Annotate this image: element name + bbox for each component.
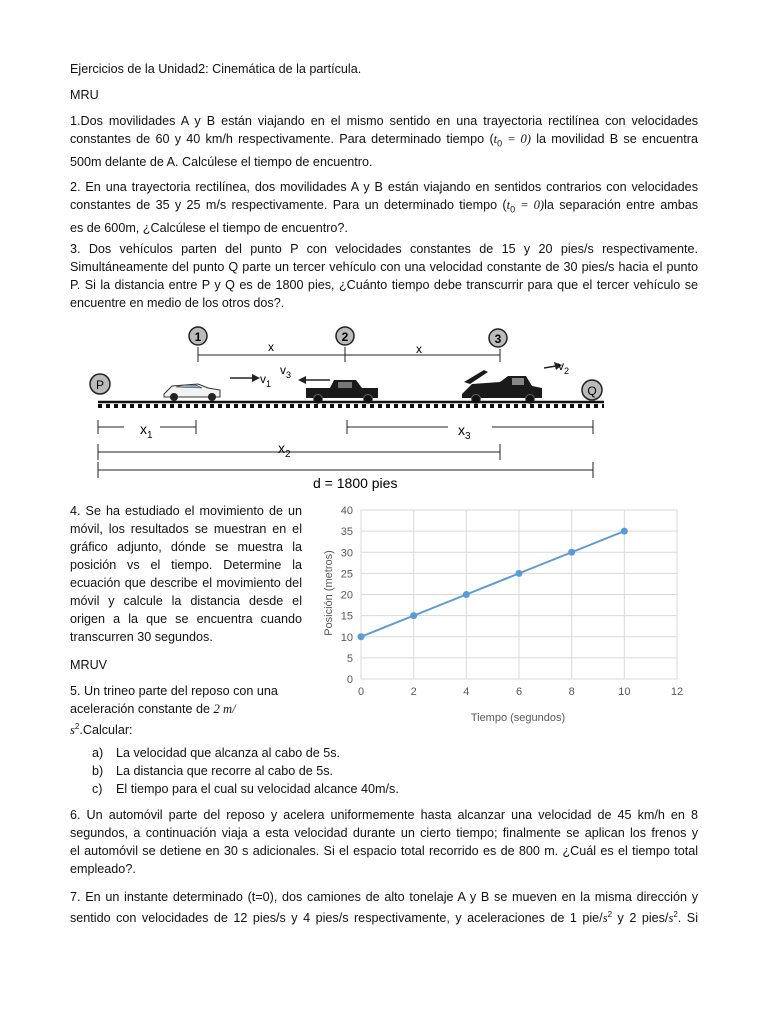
ex4-line: origen a la que se encuentra cuando — [70, 612, 302, 626]
exercise-1 — [70, 112, 698, 171]
ex1-line: constantes de 60 y 40 km/h respectivamente. Para determinado tiempo $(t_0 = 0)$ la movilidad B se encuentra — [70, 132, 698, 149]
position-time-chart — [318, 500, 702, 732]
ex4-line: ecuación que describe el movimiento del — [70, 576, 302, 590]
point-P — [90, 374, 110, 394]
ex4-line: gráfico adjunto, dónde se muestra la — [70, 540, 302, 554]
ex2-line: 2. En una trayectoria rectilínea, dos movilidades A y B están viajando en sentidos contrarios con velocidades — [70, 180, 698, 194]
y-tick-label: 30 — [340, 547, 353, 560]
exercise-3 — [70, 240, 698, 312]
y-tick-label: 35 — [340, 526, 353, 539]
y-tick-label: 0 — [346, 674, 353, 686]
x-tick-label: 4 — [463, 686, 470, 698]
x3-label: $x_3$ — [458, 422, 471, 442]
svg-text:2: 2 — [341, 330, 349, 344]
data-point — [516, 570, 523, 577]
marker-2 — [336, 327, 354, 345]
series-line — [361, 531, 624, 637]
x-tick-label: 2 — [410, 686, 417, 698]
x-label: x — [416, 342, 422, 356]
ex6-line: el automóvil se detiene en 30 s adicionales. Si el espacio total recorrido es de 800 m. ¿Cuál es el tiempo total — [70, 844, 698, 858]
y-tick-label: 40 — [340, 505, 353, 517]
y-tick-labels — [341, 505, 353, 686]
exercise-2 — [70, 178, 698, 237]
v1-label: $v_1$ — [260, 372, 272, 389]
ex6-line: empleado?. — [70, 862, 136, 876]
marker-3 — [489, 329, 507, 347]
ex3-line: encuentre en medio de los otros dos?. — [70, 296, 285, 310]
ex5-line: aceleración constante de 2 m/ — [70, 702, 236, 716]
ex7-line: sentido con velocidades de 12 pies/s y 4 pies/s respectivamente, y aceleraciones de 1 pie/$s^2$ y 2 pies/$s^2$. Si — [70, 910, 698, 926]
x-axis-label: Tiempo (segundos) — [470, 712, 566, 724]
ex5-line: $s^2.Calcular$: — [70, 722, 133, 738]
x-label: x — [268, 340, 274, 354]
road — [98, 402, 604, 406]
v2-label: $v_2$ — [558, 359, 570, 376]
svg-text:1: 1 — [194, 330, 202, 344]
x-tick-labels — [358, 686, 683, 698]
section-mruv-heading: MRUV — [70, 658, 108, 672]
marker-1 — [189, 327, 207, 345]
svg-text:P: P — [95, 378, 105, 392]
data-point — [410, 612, 417, 619]
point-Q — [582, 380, 602, 400]
ex4-line: transcurren 30 segundos. — [70, 630, 213, 644]
y-tick-label: 25 — [340, 568, 353, 581]
data-point — [621, 528, 628, 535]
ex2-line: constantes de 35 y 25 m/s respectivamente. Para un determinado tiempo $(t_0 = 0)la$ separación entre ambas — [70, 198, 699, 215]
car-1-icon — [164, 384, 220, 401]
ex3-line: 3. Dos vehículos parten del punto P con velocidades constantes de 15 y 20 pies/s respectivamente. — [70, 242, 698, 256]
v3-label: $v_3$ — [280, 363, 292, 380]
list-item: b) La distancia que recorre al cabo de 5s. — [92, 764, 334, 778]
y-tick-label: 10 — [340, 631, 353, 644]
y-tick-label: 15 — [340, 610, 353, 623]
ex2-line: es de 600m, ¿Calcúlese el tiempo de encuentro?. — [70, 220, 348, 235]
y-axis-label: Posición (metros) — [323, 550, 335, 636]
ex5-line: 5. Un trineo parte del reposo con una — [70, 684, 278, 698]
svg-text:3: 3 — [494, 332, 502, 346]
chart-grid — [361, 510, 677, 679]
x-tick-label: 0 — [357, 686, 365, 698]
ex4-line: posición vs el tiempo. Determine la — [70, 558, 302, 572]
exercise-6 — [70, 806, 698, 878]
car-2-icon — [462, 370, 542, 404]
x-tick-label: 8 — [568, 686, 575, 698]
exercise-5 — [70, 682, 302, 739]
ex4-line: 4. Se ha estudiado el movimiento de un — [70, 504, 302, 518]
exercise-7 — [70, 888, 698, 927]
list-item: a) La velocidad que alcanza al cabo de 5s. — [92, 746, 341, 760]
exercise-4 — [70, 502, 302, 646]
ex1-line: 500m delante de A. Calcúlese el tiempo de encuentro. — [70, 154, 373, 169]
y-tick-label: 20 — [340, 589, 353, 602]
data-point — [568, 549, 575, 556]
ex4-line: móvil, los resultados se muestran en el — [70, 522, 302, 536]
x-tick-label: 6 — [515, 686, 523, 698]
section-mru-heading: MRU — [70, 88, 99, 102]
ex3-line: Simultáneamente del punto Q parte un tercer vehículo con una velocidad constante de 30 pies/s hacia el punto — [70, 260, 698, 274]
ex4-line: móvil y calcule la distancia desde el — [70, 594, 302, 608]
data-point — [358, 633, 365, 640]
ex3-line: P. Si la distancia entre P y Q es de 1800 pies, ¿Cuánto tiempo debe transcurrir para que el tercer vehículo se — [70, 278, 698, 292]
distance-label: d = 1800 pies — [313, 475, 398, 491]
ex7-line: 7. En un instante determinado (t=0), dos camiones de alto tonelaje A y B se mueven en la misma dirección y — [70, 890, 698, 904]
car-3-icon — [306, 380, 378, 404]
x1-label: $x_1$ — [140, 421, 153, 441]
list-item: c) El tiempo para el cual su velocidad alcance 40m/s. — [92, 782, 399, 796]
svg-text:Q: Q — [587, 384, 597, 398]
x-tick-label: 12 — [670, 686, 684, 698]
ex6-line: segundos, a continuación viaja a esta velocidad durante un cierto tiempo; finalmente se aplican los frenos y — [70, 826, 698, 840]
ex1-line: 1.Dos movilidades A y B están viajando en el mismo sentido en una trayectoria rectilínea con velocidades — [70, 114, 698, 128]
y-tick-label: 5 — [346, 652, 353, 665]
x2-label: $x_2$ — [278, 440, 291, 460]
ex6-line: 6. Un automóvil parte del reposo y acelera uniformemente hasta alcanzar una velocidad de 45 km/h en 8 — [70, 808, 698, 822]
document-title: Ejercicios de la Unidad2: Cinemática de la partícula. — [70, 62, 362, 76]
vehicles-diagram — [80, 322, 620, 494]
data-point — [463, 591, 470, 598]
x-tick-label: 10 — [618, 686, 631, 698]
